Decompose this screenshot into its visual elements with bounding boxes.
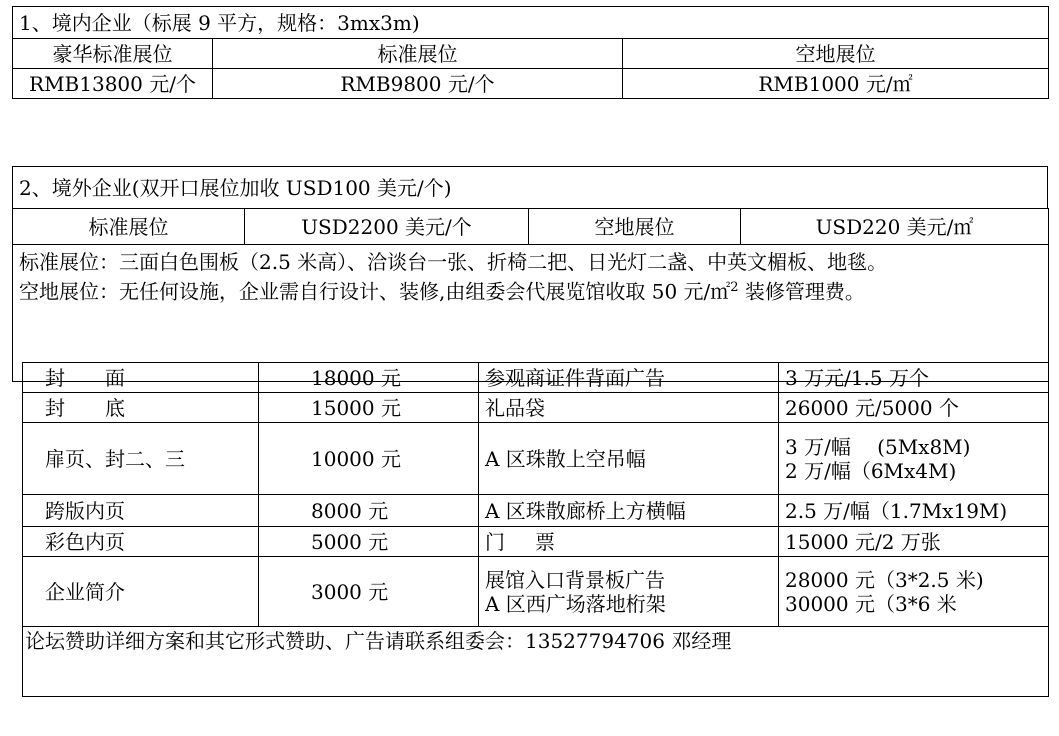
domestic-booth-table [12, 6, 1049, 99]
space-desc-text: 空地展位：无任何设施，企业需自行设计、装修,由组委会代展览馆收取 50 元/㎡ [19, 279, 731, 304]
overseas-booth-table [12, 208, 1049, 382]
ad-price: 18000 元 [259, 363, 479, 393]
ad-item: 扉页、封二、三 [23, 423, 259, 495]
standard-booth-description: 标准展位：三面白色围板（2.5 米高）、洽谈台一张、折椅二把、日光灯二盏、中英文楣板、地毯。 [19, 250, 888, 274]
ad-price2-line: 2 万/幅（6Mx4M) [785, 458, 957, 483]
table-row [23, 557, 1049, 627]
ad-item-char: 票 [535, 529, 555, 554]
ad-price: 3000 元 [259, 557, 479, 627]
ad-item2-ticket [479, 527, 779, 557]
ad-price: 8000 元 [259, 495, 479, 527]
ad-price2-multiline [779, 423, 1049, 495]
standard-booth-header: 标准展位 [213, 39, 623, 69]
ad-price2: 26000 元/5000 个 [779, 393, 1049, 423]
ad-price2-line: 28000 元（3*2.5 米) [785, 567, 984, 592]
overseas-title-table [12, 166, 1048, 209]
space-booth-price: RMB1000 元/㎡ [623, 69, 1049, 99]
domestic-section-title: 1、境内企业（标展 9 平方，规格：3mx3m) [13, 7, 1049, 39]
ad-price2: 3 万元/1.5 万个 [779, 363, 1049, 393]
ad-price2: 2.5 万/幅（1.7Mx19M) [779, 495, 1049, 527]
ad-item2: A 区珠散上空吊幅 [479, 423, 779, 495]
table-row [23, 393, 1049, 423]
ad-item-char: 底 [105, 395, 125, 420]
table-row [23, 363, 1049, 393]
ad-item2: 参观商证件背面广告 [479, 363, 779, 393]
ad-price: 5000 元 [259, 527, 479, 557]
ad-item2-line: A 区西广场落地桁架 [485, 591, 666, 616]
ad-item-back-cover [23, 393, 259, 423]
ad-price: 10000 元 [259, 423, 479, 495]
table-row [23, 495, 1049, 527]
ad-item2-multiline [479, 557, 779, 627]
space-desc-superscript: 2 [730, 280, 739, 295]
table-row [23, 423, 1049, 495]
advertising-table [22, 362, 1049, 697]
ad-item2: A 区珠散廊桥上方横幅 [479, 495, 779, 527]
overseas-standard-price: USD2200 美元/个 [245, 209, 529, 245]
sponsorship-note: 论坛赞助详细方案和其它形式赞助、广告请联系组委会：13527794706 邓经理 [23, 627, 1049, 697]
table-row [23, 527, 1049, 557]
space-booth-header: 空地展位 [623, 39, 1049, 69]
overseas-standard-label: 标准展位 [13, 209, 245, 245]
ad-price2-multiline [779, 557, 1049, 627]
ad-item: 企业简介 [23, 557, 259, 627]
space-desc-suffix: 装修管理费。 [738, 279, 865, 304]
ad-item-char: 封 [45, 365, 65, 390]
ad-item: 彩色内页 [23, 527, 259, 557]
ad-item-cover [23, 363, 259, 393]
ad-item2-line: 展馆入口背景板广告 [485, 567, 665, 592]
ad-item-char: 封 [45, 395, 65, 420]
booth-description [13, 245, 1049, 382]
space-booth-description [19, 275, 1042, 305]
ad-price2: 15000 元/2 万张 [779, 527, 1049, 557]
luxury-booth-header: 豪华标准展位 [13, 39, 213, 69]
ad-item-char: 门 [485, 529, 505, 554]
ad-item-char: 面 [105, 365, 125, 390]
ad-item2: 礼品袋 [479, 393, 779, 423]
overseas-section-title: 2、境外企业(双开口展位加收 USD100 美元/个) [13, 167, 1048, 209]
ad-price2-line: 3 万/幅 (5Mx8M) [785, 434, 971, 459]
ad-item: 跨版内页 [23, 495, 259, 527]
standard-booth-price: RMB9800 元/个 [213, 69, 623, 99]
table-row [23, 627, 1049, 697]
luxury-booth-price: RMB13800 元/个 [13, 69, 213, 99]
ad-price: 15000 元 [259, 393, 479, 423]
overseas-space-price: USD220 美元/㎡ [741, 209, 1049, 245]
ad-price2-line: 30000 元（3*6 米 [785, 591, 957, 616]
overseas-space-label: 空地展位 [529, 209, 741, 245]
